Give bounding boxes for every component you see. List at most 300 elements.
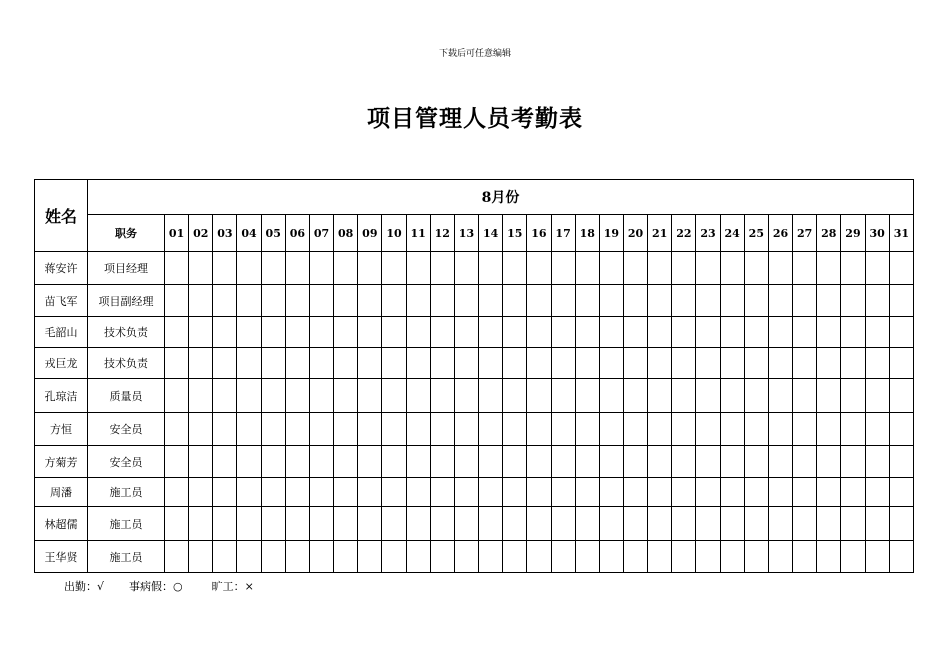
attendance-cell[interactable] [285,379,309,413]
attendance-cell[interactable] [479,541,503,573]
attendance-cell[interactable] [696,317,720,348]
attendance-cell[interactable] [768,252,792,285]
attendance-cell[interactable] [358,348,382,379]
attendance-cell[interactable] [430,285,454,317]
attendance-cell[interactable] [454,348,478,379]
attendance-cell[interactable] [865,446,889,478]
attendance-cell[interactable] [793,541,817,573]
attendance-cell[interactable] [237,285,261,317]
attendance-cell[interactable] [696,541,720,573]
attendance-cell[interactable] [382,252,406,285]
attendance-cell[interactable] [623,285,647,317]
attendance-cell[interactable] [261,317,285,348]
attendance-cell[interactable] [382,478,406,507]
attendance-cell[interactable] [865,317,889,348]
attendance-cell[interactable] [672,446,696,478]
attendance-cell[interactable] [623,317,647,348]
attendance-cell[interactable] [817,541,841,573]
attendance-cell[interactable] [768,541,792,573]
attendance-cell[interactable] [479,285,503,317]
attendance-cell[interactable] [503,478,527,507]
attendance-cell[interactable] [165,285,189,317]
attendance-cell[interactable] [575,317,599,348]
attendance-cell[interactable] [841,285,865,317]
attendance-cell[interactable] [406,507,430,541]
attendance-cell[interactable] [744,507,768,541]
attendance-cell[interactable] [841,317,865,348]
attendance-cell[interactable] [213,379,237,413]
attendance-cell[interactable] [503,317,527,348]
attendance-cell[interactable] [309,507,333,541]
attendance-cell[interactable] [865,413,889,446]
attendance-cell[interactable] [165,348,189,379]
attendance-cell[interactable] [889,413,913,446]
attendance-cell[interactable] [672,413,696,446]
attendance-cell[interactable] [865,379,889,413]
attendance-cell[interactable] [430,252,454,285]
attendance-cell[interactable] [889,348,913,379]
attendance-cell[interactable] [454,541,478,573]
attendance-cell[interactable] [334,348,358,379]
attendance-cell[interactable] [454,317,478,348]
attendance-cell[interactable] [599,285,623,317]
attendance-cell[interactable] [406,446,430,478]
attendance-cell[interactable] [696,252,720,285]
attendance-cell[interactable] [261,446,285,478]
attendance-cell[interactable] [623,541,647,573]
attendance-cell[interactable] [599,252,623,285]
attendance-cell[interactable] [165,507,189,541]
attendance-cell[interactable] [720,252,744,285]
attendance-cell[interactable] [793,348,817,379]
attendance-cell[interactable] [479,317,503,348]
attendance-cell[interactable] [430,413,454,446]
attendance-cell[interactable] [841,348,865,379]
attendance-cell[interactable] [527,478,551,507]
attendance-cell[interactable] [527,413,551,446]
attendance-cell[interactable] [672,285,696,317]
attendance-cell[interactable] [527,252,551,285]
attendance-cell[interactable] [237,379,261,413]
attendance-cell[interactable] [817,252,841,285]
attendance-cell[interactable] [768,379,792,413]
attendance-cell[interactable] [648,317,672,348]
attendance-cell[interactable] [334,317,358,348]
attendance-cell[interactable] [768,507,792,541]
attendance-cell[interactable] [189,446,213,478]
attendance-cell[interactable] [358,252,382,285]
attendance-cell[interactable] [358,379,382,413]
attendance-cell[interactable] [165,379,189,413]
attendance-cell[interactable] [648,379,672,413]
attendance-cell[interactable] [551,317,575,348]
attendance-cell[interactable] [744,413,768,446]
attendance-cell[interactable] [309,379,333,413]
attendance-cell[interactable] [720,285,744,317]
attendance-cell[interactable] [406,348,430,379]
attendance-cell[interactable] [454,379,478,413]
attendance-cell[interactable] [358,413,382,446]
attendance-cell[interactable] [527,446,551,478]
attendance-cell[interactable] [309,541,333,573]
attendance-cell[interactable] [213,317,237,348]
attendance-cell[interactable] [285,478,309,507]
attendance-cell[interactable] [165,252,189,285]
attendance-cell[interactable] [189,478,213,507]
attendance-cell[interactable] [334,413,358,446]
attendance-cell[interactable] [623,507,647,541]
attendance-cell[interactable] [720,317,744,348]
attendance-cell[interactable] [599,413,623,446]
attendance-cell[interactable] [406,252,430,285]
attendance-cell[interactable] [237,507,261,541]
attendance-cell[interactable] [237,317,261,348]
attendance-cell[interactable] [358,285,382,317]
attendance-cell[interactable] [551,348,575,379]
attendance-cell[interactable] [237,413,261,446]
attendance-cell[interactable] [189,379,213,413]
attendance-cell[interactable] [285,507,309,541]
attendance-cell[interactable] [406,413,430,446]
attendance-cell[interactable] [599,478,623,507]
attendance-cell[interactable] [720,348,744,379]
attendance-cell[interactable] [237,446,261,478]
attendance-cell[interactable] [793,507,817,541]
attendance-cell[interactable] [696,507,720,541]
attendance-cell[interactable] [648,252,672,285]
attendance-cell[interactable] [551,507,575,541]
attendance-cell[interactable] [382,507,406,541]
attendance-cell[interactable] [237,541,261,573]
attendance-cell[interactable] [237,348,261,379]
attendance-cell[interactable] [575,379,599,413]
attendance-cell[interactable] [575,252,599,285]
attendance-cell[interactable] [165,478,189,507]
attendance-cell[interactable] [817,413,841,446]
attendance-cell[interactable] [672,252,696,285]
attendance-cell[interactable] [503,379,527,413]
attendance-cell[interactable] [479,348,503,379]
attendance-cell[interactable] [430,541,454,573]
attendance-cell[interactable] [358,507,382,541]
attendance-cell[interactable] [648,478,672,507]
attendance-cell[interactable] [189,507,213,541]
attendance-cell[interactable] [189,317,213,348]
attendance-cell[interactable] [382,541,406,573]
attendance-cell[interactable] [189,285,213,317]
attendance-cell[interactable] [696,348,720,379]
attendance-cell[interactable] [382,285,406,317]
attendance-cell[interactable] [720,507,744,541]
attendance-cell[interactable] [889,285,913,317]
attendance-cell[interactable] [793,285,817,317]
attendance-cell[interactable] [841,541,865,573]
attendance-cell[interactable] [382,348,406,379]
attendance-cell[interactable] [454,507,478,541]
attendance-cell[interactable] [599,541,623,573]
attendance-cell[interactable] [527,541,551,573]
attendance-cell[interactable] [334,541,358,573]
attendance-cell[interactable] [334,379,358,413]
attendance-cell[interactable] [261,541,285,573]
attendance-cell[interactable] [817,478,841,507]
attendance-cell[interactable] [599,317,623,348]
attendance-cell[interactable] [285,252,309,285]
attendance-cell[interactable] [261,348,285,379]
attendance-cell[interactable] [744,541,768,573]
attendance-cell[interactable] [672,541,696,573]
attendance-cell[interactable] [503,285,527,317]
attendance-cell[interactable] [696,478,720,507]
attendance-cell[interactable] [889,317,913,348]
attendance-cell[interactable] [648,413,672,446]
attendance-cell[interactable] [793,252,817,285]
attendance-cell[interactable] [213,348,237,379]
attendance-cell[interactable] [889,446,913,478]
attendance-cell[interactable] [865,285,889,317]
attendance-cell[interactable] [334,507,358,541]
attendance-cell[interactable] [841,478,865,507]
attendance-cell[interactable] [551,285,575,317]
attendance-cell[interactable] [696,446,720,478]
attendance-cell[interactable] [165,446,189,478]
attendance-cell[interactable] [793,446,817,478]
attendance-cell[interactable] [599,507,623,541]
attendance-cell[interactable] [551,446,575,478]
attendance-cell[interactable] [551,478,575,507]
attendance-cell[interactable] [672,348,696,379]
attendance-cell[interactable] [672,507,696,541]
attendance-cell[interactable] [479,413,503,446]
attendance-cell[interactable] [744,478,768,507]
attendance-cell[interactable] [165,413,189,446]
attendance-cell[interactable] [793,379,817,413]
attendance-cell[interactable] [479,507,503,541]
attendance-cell[interactable] [261,507,285,541]
attendance-cell[interactable] [817,379,841,413]
attendance-cell[interactable] [841,446,865,478]
attendance-cell[interactable] [430,348,454,379]
attendance-cell[interactable] [189,348,213,379]
attendance-cell[interactable] [720,413,744,446]
attendance-cell[interactable] [503,446,527,478]
attendance-cell[interactable] [744,252,768,285]
attendance-cell[interactable] [817,317,841,348]
attendance-cell[interactable] [889,478,913,507]
attendance-cell[interactable] [261,478,285,507]
attendance-cell[interactable] [768,413,792,446]
attendance-cell[interactable] [720,478,744,507]
attendance-cell[interactable] [479,252,503,285]
attendance-cell[interactable] [865,252,889,285]
attendance-cell[interactable] [165,541,189,573]
attendance-cell[interactable] [430,478,454,507]
attendance-cell[interactable] [479,379,503,413]
attendance-cell[interactable] [430,507,454,541]
attendance-cell[interactable] [406,317,430,348]
attendance-cell[interactable] [382,379,406,413]
attendance-cell[interactable] [382,413,406,446]
attendance-cell[interactable] [503,413,527,446]
attendance-cell[interactable] [503,252,527,285]
attendance-cell[interactable] [841,379,865,413]
attendance-cell[interactable] [334,446,358,478]
attendance-cell[interactable] [648,541,672,573]
attendance-cell[interactable] [213,541,237,573]
attendance-cell[interactable] [720,379,744,413]
attendance-cell[interactable] [334,285,358,317]
attendance-cell[interactable] [744,379,768,413]
attendance-cell[interactable] [575,507,599,541]
attendance-cell[interactable] [623,446,647,478]
attendance-cell[interactable] [768,446,792,478]
attendance-cell[interactable] [213,252,237,285]
attendance-cell[interactable] [406,285,430,317]
attendance-cell[interactable] [285,285,309,317]
attendance-cell[interactable] [672,379,696,413]
attendance-cell[interactable] [793,317,817,348]
attendance-cell[interactable] [889,379,913,413]
attendance-cell[interactable] [865,507,889,541]
attendance-cell[interactable] [189,413,213,446]
attendance-cell[interactable] [309,446,333,478]
attendance-cell[interactable] [817,446,841,478]
attendance-cell[interactable] [261,252,285,285]
attendance-cell[interactable] [213,507,237,541]
attendance-cell[interactable] [165,317,189,348]
attendance-cell[interactable] [817,507,841,541]
attendance-cell[interactable] [309,317,333,348]
attendance-cell[interactable] [479,478,503,507]
attendance-cell[interactable] [358,317,382,348]
attendance-cell[interactable] [189,252,213,285]
attendance-cell[interactable] [285,541,309,573]
attendance-cell[interactable] [720,446,744,478]
attendance-cell[interactable] [841,507,865,541]
attendance-cell[interactable] [575,478,599,507]
attendance-cell[interactable] [527,348,551,379]
attendance-cell[interactable] [648,507,672,541]
attendance-cell[interactable] [406,379,430,413]
attendance-cell[interactable] [334,478,358,507]
attendance-cell[interactable] [503,541,527,573]
attendance-cell[interactable] [768,317,792,348]
attendance-cell[interactable] [551,252,575,285]
attendance-cell[interactable] [551,541,575,573]
attendance-cell[interactable] [454,446,478,478]
attendance-cell[interactable] [382,446,406,478]
attendance-cell[interactable] [213,413,237,446]
attendance-cell[interactable] [527,507,551,541]
attendance-cell[interactable] [841,413,865,446]
attendance-cell[interactable] [623,252,647,285]
attendance-cell[interactable] [285,317,309,348]
attendance-cell[interactable] [599,446,623,478]
attendance-cell[interactable] [237,252,261,285]
attendance-cell[interactable] [623,478,647,507]
attendance-cell[interactable] [358,446,382,478]
attendance-cell[interactable] [285,413,309,446]
attendance-cell[interactable] [575,348,599,379]
attendance-cell[interactable] [575,285,599,317]
attendance-cell[interactable] [454,413,478,446]
attendance-cell[interactable] [575,413,599,446]
attendance-cell[interactable] [551,379,575,413]
attendance-cell[interactable] [768,285,792,317]
attendance-cell[interactable] [261,285,285,317]
attendance-cell[interactable] [793,478,817,507]
attendance-cell[interactable] [623,413,647,446]
attendance-cell[interactable] [309,285,333,317]
attendance-cell[interactable] [309,413,333,446]
attendance-cell[interactable] [623,348,647,379]
attendance-cell[interactable] [648,285,672,317]
attendance-cell[interactable] [768,478,792,507]
attendance-cell[interactable] [768,348,792,379]
attendance-cell[interactable] [503,507,527,541]
attendance-cell[interactable] [334,252,358,285]
attendance-cell[interactable] [623,379,647,413]
attendance-cell[interactable] [672,317,696,348]
attendance-cell[interactable] [479,446,503,478]
attendance-cell[interactable] [430,446,454,478]
attendance-cell[interactable] [527,285,551,317]
attendance-cell[interactable] [527,379,551,413]
attendance-cell[interactable] [865,478,889,507]
attendance-cell[interactable] [454,252,478,285]
attendance-cell[interactable] [285,446,309,478]
attendance-cell[interactable] [720,541,744,573]
attendance-cell[interactable] [744,285,768,317]
attendance-cell[interactable] [406,541,430,573]
attendance-cell[interactable] [648,446,672,478]
attendance-cell[interactable] [841,252,865,285]
attendance-cell[interactable] [430,379,454,413]
attendance-cell[interactable] [744,317,768,348]
attendance-cell[interactable] [744,446,768,478]
attendance-cell[interactable] [406,478,430,507]
attendance-cell[interactable] [213,446,237,478]
attendance-cell[interactable] [817,348,841,379]
attendance-cell[interactable] [309,252,333,285]
attendance-cell[interactable] [527,317,551,348]
attendance-cell[interactable] [744,348,768,379]
attendance-cell[interactable] [261,379,285,413]
attendance-cell[interactable] [189,541,213,573]
attendance-cell[interactable] [865,541,889,573]
attendance-cell[interactable] [575,541,599,573]
attendance-cell[interactable] [285,348,309,379]
attendance-cell[interactable] [358,541,382,573]
attendance-cell[interactable] [382,317,406,348]
attendance-cell[interactable] [889,541,913,573]
attendance-cell[interactable] [430,317,454,348]
attendance-cell[interactable] [213,285,237,317]
attendance-cell[interactable] [865,348,889,379]
attendance-cell[interactable] [309,348,333,379]
attendance-cell[interactable] [672,478,696,507]
attendance-cell[interactable] [889,252,913,285]
attendance-cell[interactable] [889,507,913,541]
attendance-cell[interactable] [358,478,382,507]
attendance-cell[interactable] [213,478,237,507]
attendance-cell[interactable] [551,413,575,446]
attendance-cell[interactable] [454,285,478,317]
attendance-cell[interactable] [454,478,478,507]
attendance-cell[interactable] [793,413,817,446]
attendance-cell[interactable] [599,379,623,413]
attendance-cell[interactable] [575,446,599,478]
